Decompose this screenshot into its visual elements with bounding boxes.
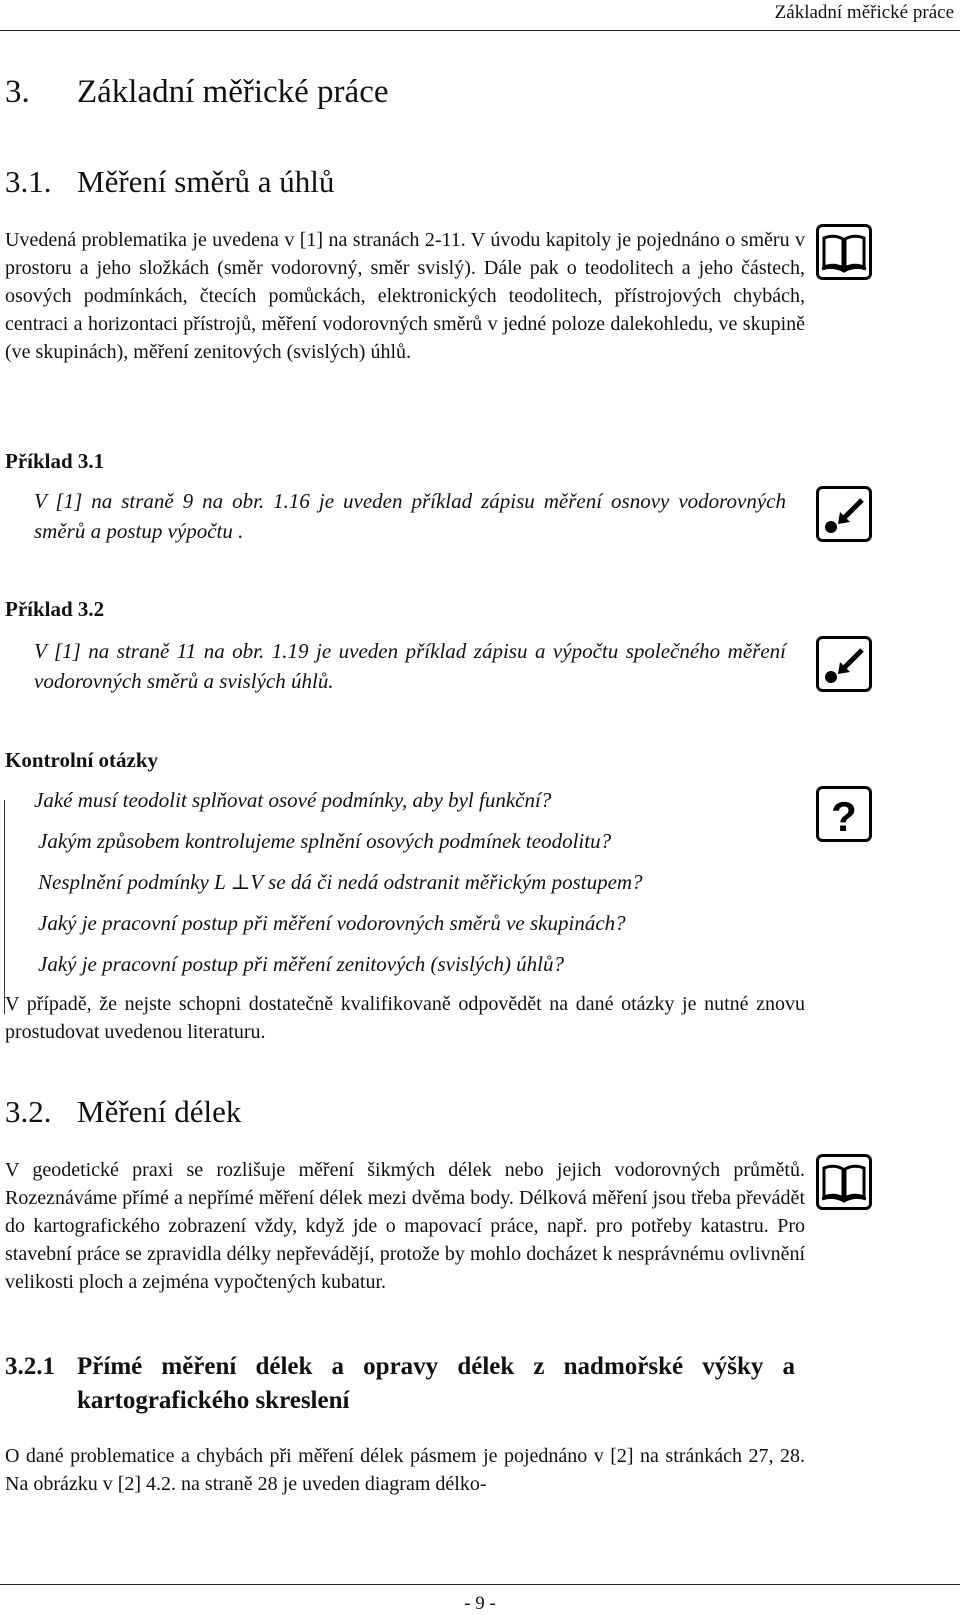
section-heading-3-2 xyxy=(5,1094,241,1130)
question-4: Jaký je pracovní postup při měření vodorovných směrů ve skupinách? xyxy=(38,911,626,935)
section-3-1-paragraph: Uvedená problematika je uvedena v [1] na stranách 2-11. V úvodu kapitoly je pojednáno o směru v prostoru a jeho složkách (směr vodorovný, směr svislý). Dále pak o teodolitech a jeho částech, osových podmínkách, čtecích pomůckách, elektronických teodolitech, přístrojových chybách, centraci a horizontaci přístrojů, měření vodorovných směrů v jedné poloze dalekohledu, ve skupině (ve skupinách), měření zenitových (svislých) úhlů. xyxy=(5,229,805,363)
section-number: 3.2.1 xyxy=(5,1353,55,1380)
chapter-title: Základní měřické práce xyxy=(77,74,389,110)
pencil-example-icon xyxy=(816,636,872,692)
section-number: 3.1. xyxy=(5,164,52,199)
section-heading-3-1 xyxy=(5,164,334,200)
book-icon xyxy=(816,1154,872,1210)
section-3-2-1-paragraph: O dané problematice a chybách při měření délek pásmem je pojednáno v [2] na stránkách 27, 28. Na obrázku v [2] 4.2. na straně 28 je uveden diagram délko- xyxy=(5,1445,805,1495)
section-number: 3.2. xyxy=(5,1094,52,1129)
question-3: Nesplnění podmínky L ⊥V se dá či nedá odstranit měřickým postupem? xyxy=(38,870,643,894)
page-number: - 9 - xyxy=(464,1593,496,1614)
section-heading-3-2-1 xyxy=(5,1350,795,1418)
questions-title: Kontrolní otázky xyxy=(5,748,159,772)
example-3-1-title: Příklad 3.1 xyxy=(5,449,105,473)
section-title: Měření směrů a úhlů xyxy=(77,164,335,199)
after-questions-paragraph: V případě, že nejste schopni dostatečně kvalifikovaně odpovědět na dané otázky je nutné znovu prostudovat uvedenou literaturu. xyxy=(5,993,805,1043)
chapter-heading xyxy=(5,74,389,111)
question-mark-icon xyxy=(816,786,872,842)
question-1: Jaké musí teodolit splňovat osové podmínky, aby byl funkční? xyxy=(34,788,552,812)
example-3-1-text: V [1] na straně 9 na obr. 1.16 je uveden příklad zápisu měření osnovy vodorovných směrů a postup výpočtu . xyxy=(34,489,786,543)
questions-bar xyxy=(4,800,5,1014)
question-5: Jaký je pracovní postup při měření zenitových (svislých) úhlů? xyxy=(38,952,565,976)
section-title: Měření délek xyxy=(77,1094,242,1129)
example-3-2-text: V [1] na straně 11 na obr. 1.19 je uveden příklad zápisu a výpočtu společného měření vodorovných směrů a svislých úhlů. xyxy=(34,639,786,693)
question-2: Jakým způsobem kontrolujeme splnění osových podmínek teodolitu? xyxy=(38,829,612,853)
book-icon xyxy=(816,224,872,280)
example-3-2-title: Příklad 3.2 xyxy=(5,597,105,621)
footer-rule xyxy=(0,1584,960,1585)
pencil-example-icon xyxy=(816,486,872,542)
header-rule xyxy=(0,30,960,31)
section-3-2-paragraph: V geodetické praxi se rozlišuje měření šikmých délek nebo jejich vodorovných průmětů. Rozeznáváme přímé a nepřímé měření délek mezi dvěma body. Délková měření jsou třeba převádět do kartografického zobrazení vždy, když jde o mapovací práce, např. pro potřeby katastru. Pro stavební práce se zpravidla délky nepřevádějí, protože by mohlo docházet k nesprávnému ovlivnění velikosti ploch a zejména vypočtených kubatur. xyxy=(5,1159,805,1293)
svg-text:?: ? xyxy=(831,793,857,840)
chapter-number: 3. xyxy=(5,74,30,110)
running-title: Základní měřické práce xyxy=(774,2,954,23)
section-title: Přímé měření délek a opravy délek z nadmořské výšky a kartografického skreslení xyxy=(77,1353,795,1414)
